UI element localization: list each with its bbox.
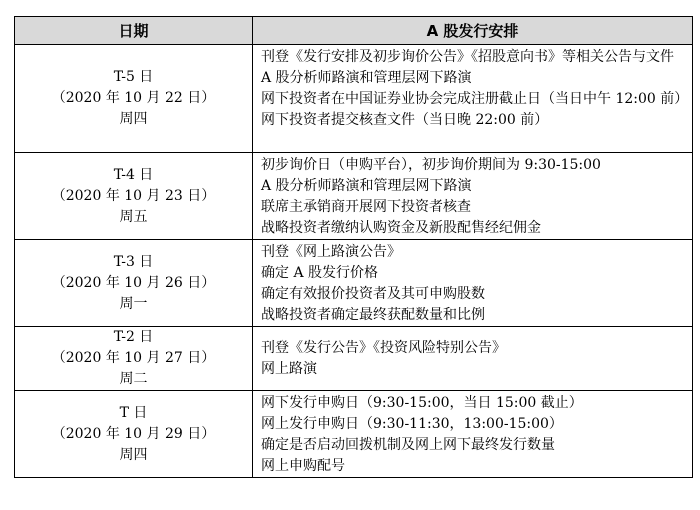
list-item: 刊登《发行安排及初步询价公告》《招股意向书》等相关公告与文件 bbox=[261, 49, 674, 65]
day-label: T 日 bbox=[119, 404, 148, 421]
weekday-label: 周四 bbox=[119, 111, 148, 127]
list-item: 确定有效报价投资者及其可申购股数 bbox=[261, 286, 485, 302]
list-item: 初步询价日（申购平台），初步询价期间为 9:30-15:00 bbox=[261, 157, 601, 173]
list-item: A 股分析师路演和管理层网下路演 bbox=[261, 178, 472, 194]
date-label: （2020 年 10 月 22 日） bbox=[51, 90, 216, 106]
weekday-label: 周五 bbox=[119, 208, 148, 225]
list-item: 网下发行申购日（9:30-15:00，当日 15:00 截止） bbox=[261, 395, 583, 411]
date-cell bbox=[15, 153, 253, 240]
day-label: T-4 日 bbox=[113, 166, 154, 183]
list-item: 网上路演 bbox=[261, 360, 317, 377]
list-item: 网上发行申购日（9:30-11:30，13:00-15:00） bbox=[261, 416, 563, 432]
date-cell bbox=[15, 240, 253, 327]
day-label: T-5 日 bbox=[113, 69, 154, 85]
date-label: （2020 年 10 月 23 日） bbox=[51, 187, 216, 204]
weekday-label: 周四 bbox=[119, 446, 148, 463]
list-item: 网下投资者提交核查文件（当日晚 22:00 前） bbox=[261, 112, 549, 128]
list-item: A 股分析师路演和管理层网下路演 bbox=[261, 70, 472, 86]
day-label: T-3 日 bbox=[113, 253, 154, 270]
date-label: （2020 年 10 月 29 日） bbox=[51, 425, 216, 442]
schedule-table bbox=[14, 16, 693, 478]
list-item: 战略投资者缴纳认购资金及新股配售经纪佣金 bbox=[261, 220, 541, 236]
date-cell bbox=[15, 391, 253, 478]
list-item: 确定 A 股发行价格 bbox=[261, 265, 379, 281]
header-items: A 股发行安排 bbox=[253, 17, 693, 45]
items-cell bbox=[253, 327, 693, 391]
list-item: 刊登《发行公告》《投资风险特别公告》 bbox=[261, 339, 506, 356]
items-cell bbox=[253, 240, 693, 327]
weekday-label: 周一 bbox=[119, 295, 148, 312]
day-label: T-2 日 bbox=[113, 329, 154, 345]
list-item: 网下投资者在中国证券业协会完成注册截止日（当日中午 12:00 前） bbox=[261, 91, 689, 107]
table-row bbox=[15, 153, 693, 240]
date-cell bbox=[15, 45, 253, 153]
date-label: （2020 年 10 月 27 日） bbox=[51, 350, 216, 366]
list-item: 网上申购配号 bbox=[261, 458, 345, 474]
items-cell bbox=[253, 391, 693, 478]
table-row bbox=[15, 45, 693, 153]
header-row bbox=[15, 17, 693, 45]
items-cell bbox=[253, 45, 693, 153]
table-row bbox=[15, 240, 693, 327]
list-item: 刊登《网上路演公告》 bbox=[261, 244, 401, 260]
date-cell bbox=[15, 327, 253, 391]
table-row bbox=[15, 327, 693, 391]
date-label: （2020 年 10 月 26 日） bbox=[51, 274, 216, 291]
list-item: 确定是否启动回拨机制及网上网下最终发行数量 bbox=[261, 437, 555, 453]
table-row bbox=[15, 391, 693, 478]
header-date: 日期 bbox=[15, 17, 253, 45]
list-item: 联席主承销商开展网下投资者核查 bbox=[261, 199, 471, 215]
list-item: 战略投资者确定最终获配数量和比例 bbox=[261, 307, 485, 323]
weekday-label: 周二 bbox=[119, 371, 148, 387]
items-cell bbox=[253, 153, 693, 240]
